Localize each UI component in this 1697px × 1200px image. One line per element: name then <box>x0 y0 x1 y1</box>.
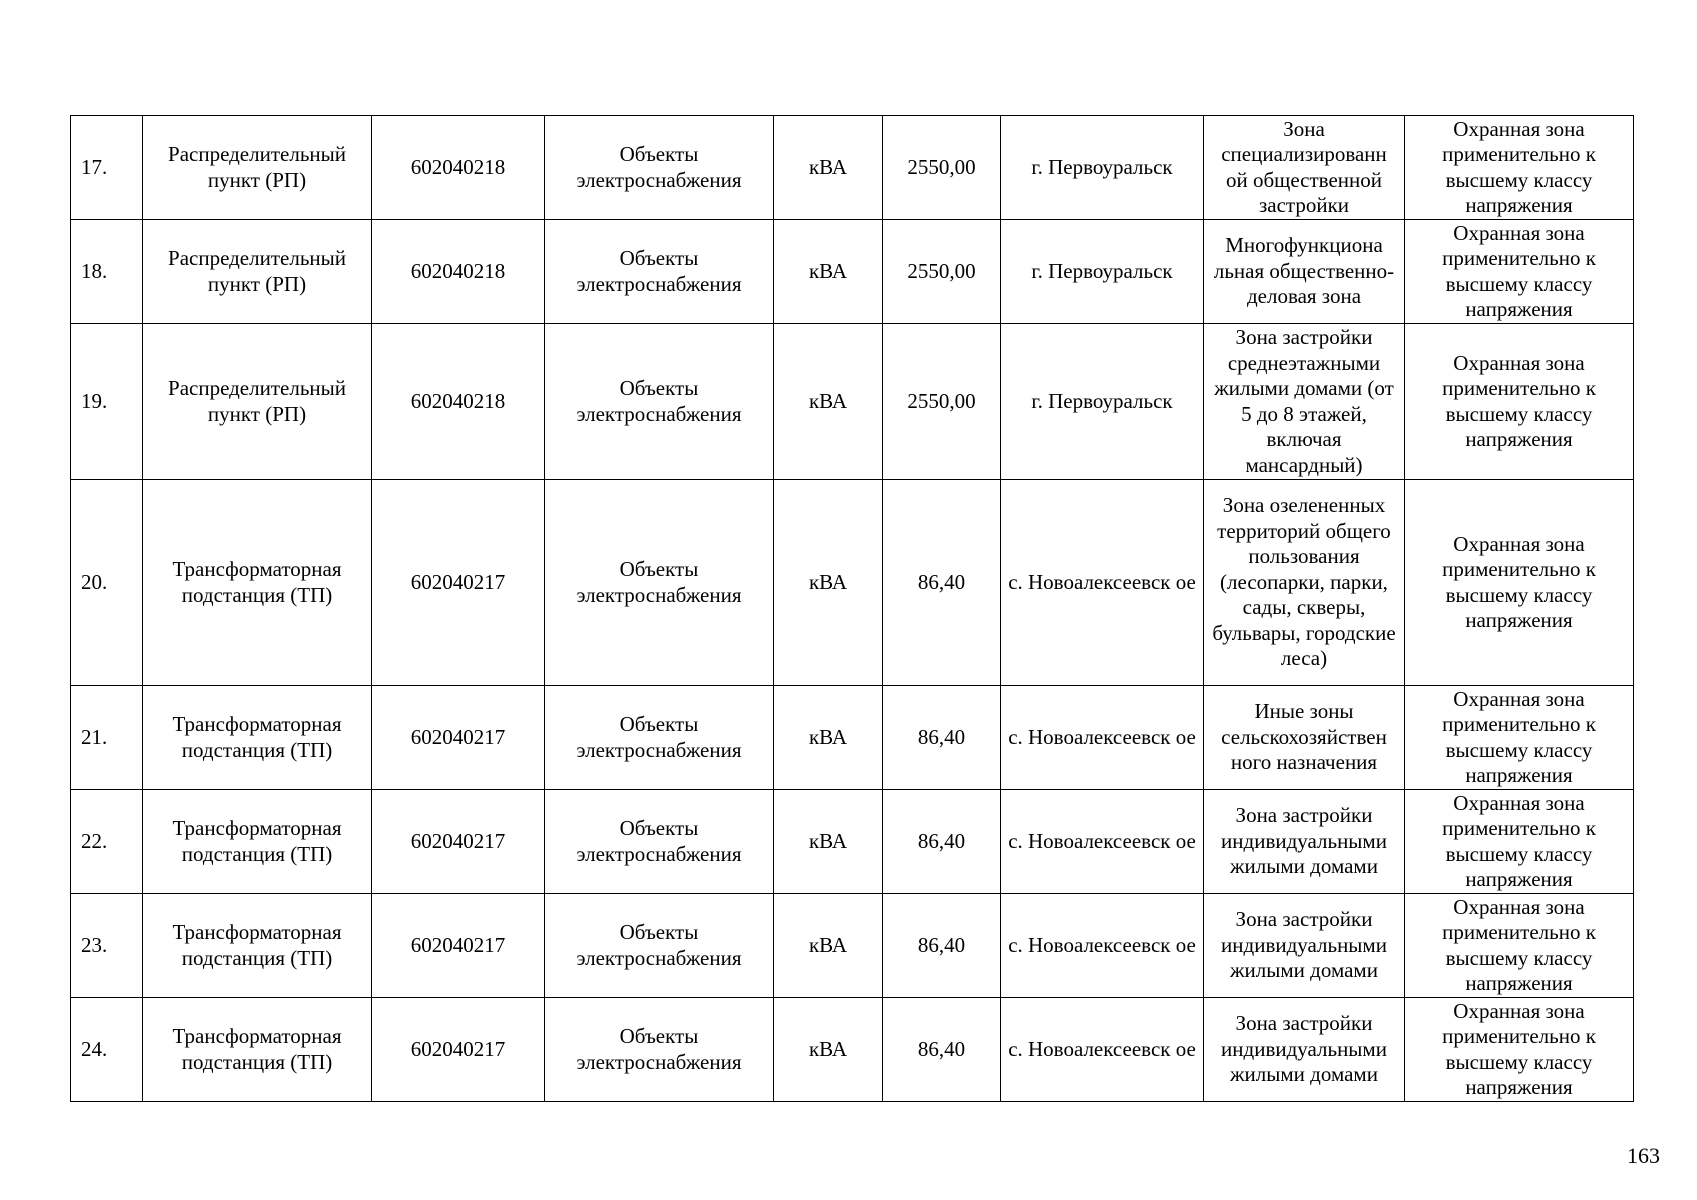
cell-location: с. Новоалексеевск ое <box>1001 686 1204 790</box>
table-row <box>71 686 1634 790</box>
cell-value: 86,40 <box>883 480 1001 686</box>
cell-object-code: 602040217 <box>372 998 545 1102</box>
cell-restriction: Охранная зона применительно к высшему классу напряжения <box>1405 324 1634 480</box>
cell-row-number: 20. <box>71 480 143 686</box>
cell-object-name: Распределительный пункт (РП) <box>143 324 372 480</box>
cell-zone: Зона застройки среднеэтажными жилыми домами (от 5 до 8 этажей, включая мансардный) <box>1204 324 1405 480</box>
cell-value: 86,40 <box>883 998 1001 1102</box>
cell-object-name: Трансформаторная подстанция (ТП) <box>143 998 372 1102</box>
cell-value: 2550,00 <box>883 116 1001 220</box>
cell-unit: кВА <box>774 116 883 220</box>
cell-restriction: Охранная зона применительно к высшему классу напряжения <box>1405 480 1634 686</box>
cell-restriction: Охранная зона применительно к высшему классу напряжения <box>1405 894 1634 998</box>
table-row <box>71 998 1634 1102</box>
cell-unit: кВА <box>774 998 883 1102</box>
page-number: 163 <box>1627 1143 1660 1168</box>
cell-object-type: Объекты электроснабжения <box>545 998 774 1102</box>
cell-object-code: 602040217 <box>372 894 545 998</box>
cell-object-name: Трансформаторная подстанция (ТП) <box>143 894 372 998</box>
cell-row-number: 23. <box>71 894 143 998</box>
cell-restriction: Охранная зона применительно к высшему классу напряжения <box>1405 998 1634 1102</box>
table-row <box>71 324 1634 480</box>
cell-object-name: Распределительный пункт (РП) <box>143 220 372 324</box>
cell-restriction: Охранная зона применительно к высшему классу напряжения <box>1405 686 1634 790</box>
cell-value: 2550,00 <box>883 220 1001 324</box>
cell-location: с. Новоалексеевск ое <box>1001 998 1204 1102</box>
cell-unit: кВА <box>774 324 883 480</box>
cell-value: 2550,00 <box>883 324 1001 480</box>
cell-object-code: 602040218 <box>372 116 545 220</box>
cell-zone: Зона застройки индивидуальными жилыми домами <box>1204 790 1405 894</box>
cell-zone: Зона застройки индивидуальными жилыми домами <box>1204 998 1405 1102</box>
cell-object-type: Объекты электроснабжения <box>545 790 774 894</box>
cell-unit: кВА <box>774 790 883 894</box>
table-body <box>71 116 1634 1102</box>
cell-restriction: Охранная зона применительно к высшему классу напряжения <box>1405 116 1634 220</box>
cell-value: 86,40 <box>883 894 1001 998</box>
cell-object-code: 602040218 <box>372 220 545 324</box>
cell-location: г. Первоуральск <box>1001 220 1204 324</box>
cell-object-code: 602040217 <box>372 480 545 686</box>
cell-object-type: Объекты электроснабжения <box>545 480 774 686</box>
cell-object-code: 602040217 <box>372 686 545 790</box>
cell-unit: кВА <box>774 220 883 324</box>
cell-object-type: Объекты электроснабжения <box>545 686 774 790</box>
cell-row-number: 19. <box>71 324 143 480</box>
cell-unit: кВА <box>774 686 883 790</box>
cell-object-code: 602040217 <box>372 790 545 894</box>
cell-row-number: 18. <box>71 220 143 324</box>
cell-object-type: Объекты электроснабжения <box>545 324 774 480</box>
cell-location: с. Новоалексеевск ое <box>1001 480 1204 686</box>
table-row <box>71 220 1634 324</box>
cell-row-number: 21. <box>71 686 143 790</box>
cell-value: 86,40 <box>883 790 1001 894</box>
cell-location: с. Новоалексеевск ое <box>1001 894 1204 998</box>
cell-zone: Зона застройки индивидуальными жилыми домами <box>1204 894 1405 998</box>
cell-restriction: Охранная зона применительно к высшему классу напряжения <box>1405 220 1634 324</box>
cell-object-code: 602040218 <box>372 324 545 480</box>
cell-row-number: 24. <box>71 998 143 1102</box>
cell-object-type: Объекты электроснабжения <box>545 220 774 324</box>
table-row <box>71 480 1634 686</box>
cell-location: с. Новоалексеевск ое <box>1001 790 1204 894</box>
cell-row-number: 22. <box>71 790 143 894</box>
objects-table <box>70 115 1634 1102</box>
cell-location: г. Первоуральск <box>1001 324 1204 480</box>
cell-object-name: Трансформаторная подстанция (ТП) <box>143 480 372 686</box>
table-row <box>71 116 1634 220</box>
cell-location: г. Первоуральск <box>1001 116 1204 220</box>
cell-unit: кВА <box>774 480 883 686</box>
cell-value: 86,40 <box>883 686 1001 790</box>
table-row <box>71 894 1634 998</box>
cell-object-name: Распределительный пункт (РП) <box>143 116 372 220</box>
cell-zone: Многофункциона льная общественно- деловая зона <box>1204 220 1405 324</box>
cell-object-type: Объекты электроснабжения <box>545 894 774 998</box>
table-row <box>71 790 1634 894</box>
cell-zone: Зона специализированн ой общественной застройки <box>1204 116 1405 220</box>
cell-object-type: Объекты электроснабжения <box>545 116 774 220</box>
cell-object-name: Трансформаторная подстанция (ТП) <box>143 686 372 790</box>
cell-unit: кВА <box>774 894 883 998</box>
cell-object-name: Трансформаторная подстанция (ТП) <box>143 790 372 894</box>
cell-zone: Зона озелененных территорий общего пользования (лесопарки, парки, сады, скверы, бульвары, городские леса) <box>1204 480 1405 686</box>
cell-row-number: 17. <box>71 116 143 220</box>
cell-restriction: Охранная зона применительно к высшему классу напряжения <box>1405 790 1634 894</box>
cell-zone: Иные зоны сельскохозяйствен ного назначения <box>1204 686 1405 790</box>
